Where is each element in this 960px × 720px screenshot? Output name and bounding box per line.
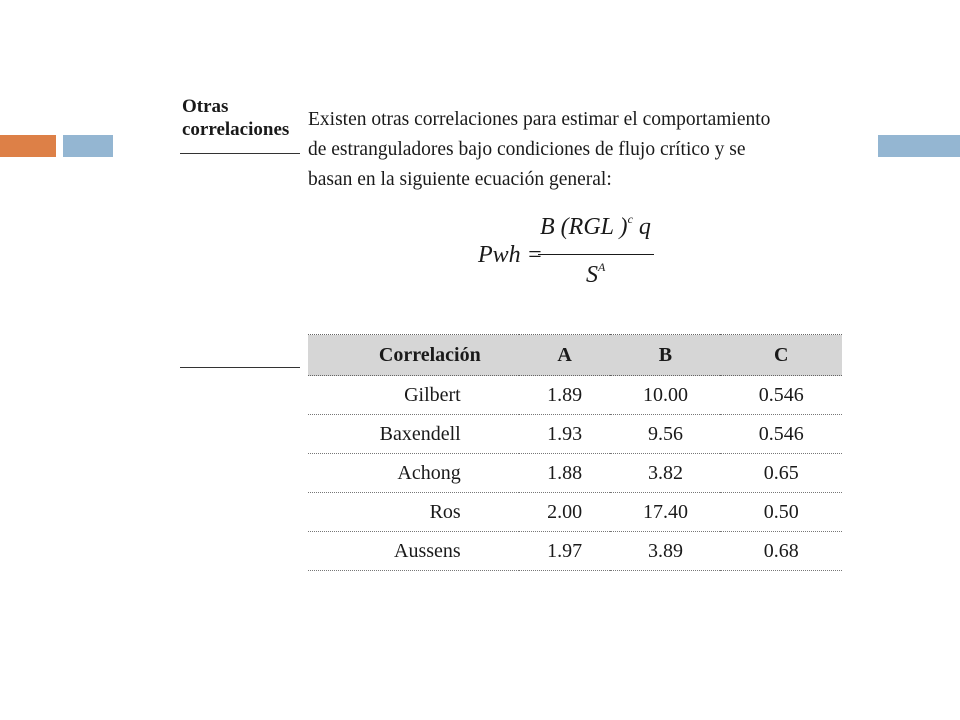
numerator-base: B (RGL ) xyxy=(540,214,628,240)
cell-b: 10.00 xyxy=(610,376,720,415)
table-row xyxy=(308,376,842,415)
header-b: B xyxy=(610,335,720,376)
intro-paragraph: Existen otras correlaciones para estimar el comportamiento de estranguladores bajo condiciones de flujo crítico y se basan en la siguiente ecuación general: xyxy=(308,109,771,190)
cell-a: 1.97 xyxy=(519,532,611,571)
cell-name: Aussens xyxy=(308,532,519,571)
table-row xyxy=(308,532,842,571)
cell-name: Baxendell xyxy=(308,415,519,454)
table-row xyxy=(308,454,842,493)
accent-bar-blue-left xyxy=(63,135,113,157)
table-row xyxy=(308,415,842,454)
equation-numerator xyxy=(540,214,651,241)
table-row xyxy=(308,493,842,532)
equation-denominator xyxy=(586,262,605,289)
cell-b: 9.56 xyxy=(610,415,720,454)
header-correlacion: Correlación xyxy=(308,335,519,376)
equation-lhs: Pwh = xyxy=(478,242,543,268)
accent-bar-orange xyxy=(0,135,56,157)
correlation-table xyxy=(308,334,842,571)
cell-a: 1.89 xyxy=(519,376,611,415)
cell-c: 0.546 xyxy=(720,376,842,415)
cell-a: 2.00 xyxy=(519,493,611,532)
section-heading xyxy=(182,95,300,141)
numerator-exponent: c xyxy=(627,212,633,226)
cell-b: 17.40 xyxy=(610,493,720,532)
cell-c: 0.68 xyxy=(720,532,842,571)
denominator-exponent: A xyxy=(598,260,606,274)
section-heading-line2: correlaciones xyxy=(182,119,290,140)
numerator-tail: q xyxy=(632,214,651,240)
section-heading-line1: Otras xyxy=(182,96,229,117)
header-c: C xyxy=(720,335,842,376)
section-divider-bottom xyxy=(180,367,300,368)
fraction-bar xyxy=(538,254,654,255)
header-a: A xyxy=(519,335,611,376)
section-divider-top xyxy=(180,153,300,154)
cell-name: Achong xyxy=(308,454,519,493)
cell-c: 0.546 xyxy=(720,415,842,454)
denominator-base: S xyxy=(586,262,598,288)
cell-b: 3.89 xyxy=(610,532,720,571)
cell-b: 3.82 xyxy=(610,454,720,493)
cell-a: 1.93 xyxy=(519,415,611,454)
cell-name: Gilbert xyxy=(308,376,519,415)
cell-name: Ros xyxy=(308,493,519,532)
cell-c: 0.65 xyxy=(720,454,842,493)
cell-c: 0.50 xyxy=(720,493,842,532)
cell-a: 1.88 xyxy=(519,454,611,493)
table-header-row xyxy=(308,335,842,376)
accent-bar-blue-right xyxy=(878,135,960,157)
general-equation xyxy=(478,214,678,304)
